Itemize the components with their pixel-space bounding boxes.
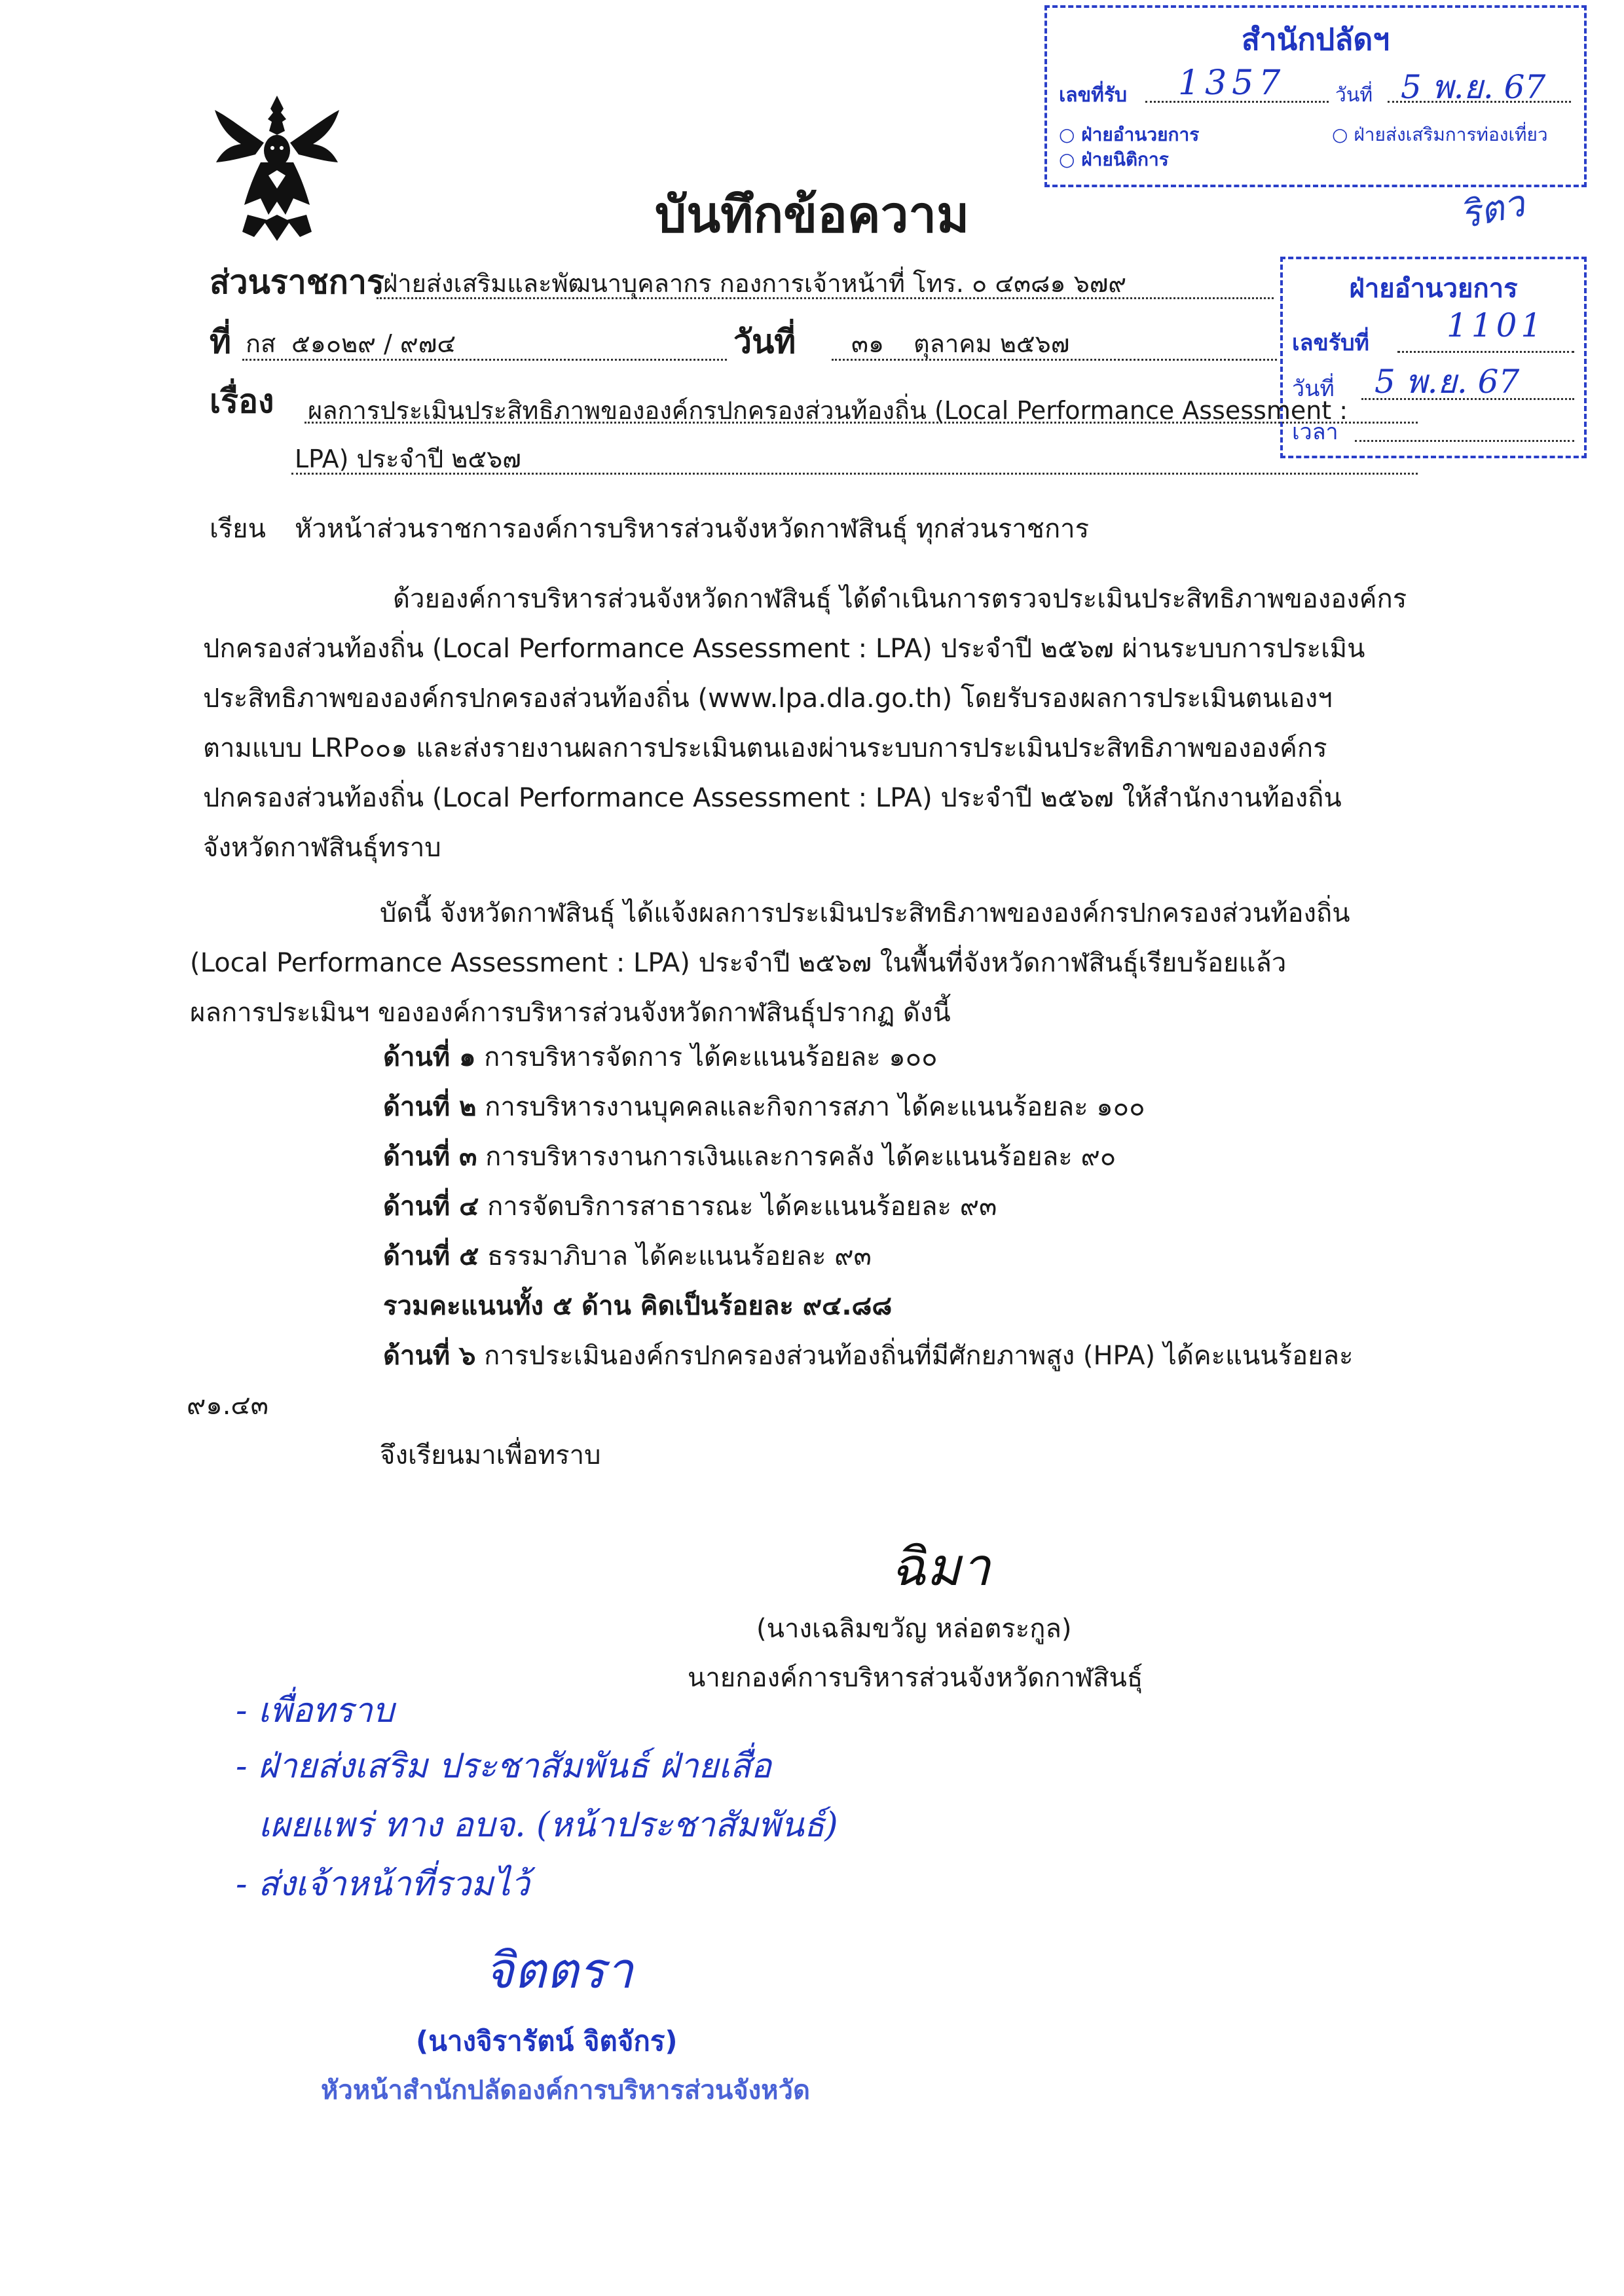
stamp-initial-signature: ริตว xyxy=(1456,182,1528,238)
score-item-4: ด้านที่ ๔ การจัดบริการสาธารณะ ได้คะแนนร้อยละ ๙๓ xyxy=(383,1192,997,1222)
stamp2-date: 5 พ.ย. 67 xyxy=(1375,363,1520,401)
dept-value: ฝ่ายส่งเสริมและพัฒนาบุคลากร กองการเจ้าหน้าที่ โทร. ๐ ๔๓๘๑ ๖๗๙ xyxy=(383,269,1127,298)
stamp2-recv-label: เลขรับที่ xyxy=(1292,330,1369,356)
note-line-1: - เพื่อทราบ xyxy=(236,1691,394,1730)
subject-line-1: ผลการประเมินประสิทธิภาพขององค์กรปกครองส่วนท้องถิ่น (Local Performance Assessment : xyxy=(308,396,1348,425)
stamp-title: สำนักปลัดฯ xyxy=(1241,22,1390,57)
stamp2-recv-number: 1101 xyxy=(1447,306,1546,344)
to-label: เรียน xyxy=(210,514,266,544)
score-item-3: ด้านที่ ๓ การบริหารงานการเงินและการคลัง ได้คะแนนร้อยละ ๙๐ xyxy=(383,1142,1116,1172)
score-item-6-value: ๙๑.๔๓ xyxy=(187,1391,269,1421)
stamp-recv-number: 1357 xyxy=(1178,64,1286,103)
dept-label: ส่วนราชการ xyxy=(210,263,384,301)
stamp-option-tourism: ○ ฝ่ายส่งเสริมการท่องเที่ยว xyxy=(1332,124,1548,145)
p2-line: บัดนี้ จังหวัดกาฬสินธุ์ ได้แจ้งผลการประเมินประสิทธิภาพขององค์กรปกครองส่วนท้องถิ่น xyxy=(380,898,1350,928)
p1-line: ด้วยองค์การบริหารส่วนจังหวัดกาฬสินธุ์ ได้ดำเนินการตรวจประเมินประสิทธิภาพขององค์กร xyxy=(393,584,1407,614)
ref-prefix: กส xyxy=(246,329,276,358)
score-total: รวมคะแนนทั้ง ๕ ด้าน คิดเป็นร้อยละ ๙๔.๘๘ xyxy=(383,1291,893,1321)
score-item-5: ด้านที่ ๕ ธรรมาภิบาล ได้คะแนนร้อยละ ๙๓ xyxy=(383,1241,872,1271)
deputy-signature: จิตตรา xyxy=(485,1941,633,1999)
stamp-date-label: วันที่ xyxy=(1335,84,1373,107)
score-item-1: ด้านที่ ๑ การบริหารจัดการ ได้คะแนนร้อยละ ๑๐๐ xyxy=(383,1042,938,1072)
signer-position: นายกองค์การบริหารส่วนจังหวัดกาฬสินธุ์ xyxy=(688,1663,1143,1693)
signer-name: (นางเฉลิมขวัญ หล่อตระกูล) xyxy=(756,1614,1072,1644)
p1-line: ประสิทธิภาพขององค์กรปกครองส่วนท้องถิ่น (www.lpa.dla.go.th) โดยรับรองผลการประเมินตนเองฯ xyxy=(203,683,1333,714)
memo-title: บันทึกข้อความ xyxy=(655,185,970,244)
stamp-recv-label: เลขที่รับ xyxy=(1059,84,1128,107)
p1-line: ปกครองส่วนท้องถิ่น (Local Performance Assessment : LPA) ประจำปี ๒๕๖๗ ให้สำนักงานท้องถิ่น xyxy=(203,783,1342,813)
deputy-position: หัวหน้าสำนักปลัดองค์การบริหารส่วนจังหวัด xyxy=(321,2075,810,2105)
closing-text: จึงเรียนมาเพื่อทราบ xyxy=(380,1440,601,1470)
to-value: หัวหน้าส่วนราชการองค์การบริหารส่วนจังหวัดกาฬสินธุ์ ทุกส่วนราชการ xyxy=(295,514,1090,544)
stamp2-dotted-line xyxy=(1355,439,1574,442)
stamp-option-admin: ○ ฝ่ายอำนวยการ xyxy=(1059,124,1200,145)
mayor-signature: ฉิมา xyxy=(891,1537,991,1597)
p1-line: ปกครองส่วนท้องถิ่น (Local Performance Assessment : LPA) ประจำปี ๒๕๖๗ ผ่านระบบการประเมิน xyxy=(203,634,1365,664)
p2-line: ผลการประเมินฯ ขององค์การบริหารส่วนจังหวัดกาฬสินธุ์ปรากฏ ดังนี้ xyxy=(190,998,951,1028)
ref-label: ที่ xyxy=(210,323,231,361)
stamp-option-legal: ○ ฝ่ายนิติการ xyxy=(1059,149,1169,170)
note-line-4: - ส่งเจ้าหน้าที่รวมไว้ xyxy=(236,1865,530,1904)
garuda-emblem-icon xyxy=(208,90,346,247)
stamp2-time-label: เวลา xyxy=(1292,419,1338,445)
p2-line: (Local Performance Assessment : LPA) ประจำปี ๒๕๖๗ ในพื้นที่จังหวัดกาฬสินธุ์เรียบร้อยแล้ว xyxy=(190,948,1287,978)
stamp-date: 5 พ.ย. 67 xyxy=(1401,68,1546,106)
stamp2-dotted-line xyxy=(1397,350,1574,353)
note-line-2: - ฝ่ายส่งเสริม ประชาสัมพันธ์ ฝ่ายเสื่อ xyxy=(236,1747,771,1786)
p1-line: ตามแบบ LRP๐๐๑ และส่งรายงานผลการประเมินตนเองผ่านระบบการประเมินประสิทธิภาพขององค์กร xyxy=(203,733,1327,763)
subject-label: เรื่อง xyxy=(210,382,274,420)
stamp2-date-label: วันที่ xyxy=(1292,376,1335,402)
stamp2-title: ฝ่ายอำนวยการ xyxy=(1349,274,1518,304)
deputy-name: (นางจิรารัตน์ จิตจักร) xyxy=(416,2025,678,2057)
ref-value: ๕๑๐๒๙ / ๙๗๔ xyxy=(291,329,456,358)
date-day: ๓๑ xyxy=(851,329,885,358)
received-stamp-office xyxy=(1044,5,1587,187)
date-label: วันที่ xyxy=(733,323,796,361)
score-item-6: ด้านที่ ๖ การประเมินองค์กรปกครองส่วนท้องถิ่นที่มีศักยภาพสูง (HPA) ได้คะแนนร้อยละ xyxy=(383,1341,1354,1371)
note-line-3: เผยแพร่ ทาง อบจ. (หน้าประชาสัมพันธ์) xyxy=(259,1806,838,1845)
subject-line-2: LPA) ประจำปี ๒๕๖๗ xyxy=(295,445,521,473)
p1-line: จังหวัดกาฬสินธุ์ทราบ xyxy=(203,833,441,863)
date-month-year: ตุลาคม ๒๕๖๗ xyxy=(913,329,1070,358)
score-item-2: ด้านที่ ๒ การบริหารงานบุคคลและกิจการสภา ได้คะแนนร้อยละ ๑๐๐ xyxy=(383,1092,1145,1122)
